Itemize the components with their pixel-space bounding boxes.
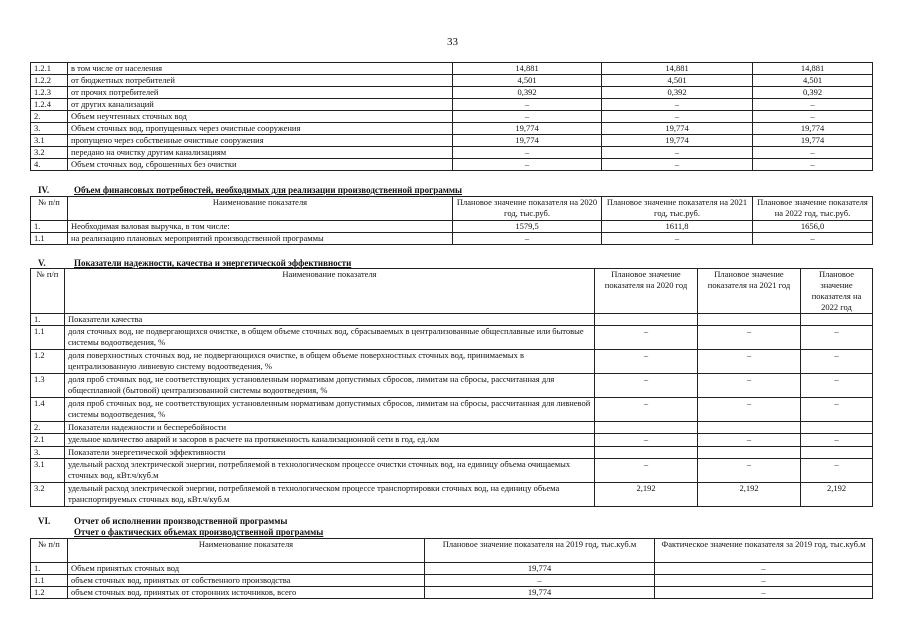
cell-v2022: – [753,111,873,123]
cell-name: удельное количество аварий и засоров в расчете на протяженность канализационной сети в год, ед./км [65,434,595,447]
table-row [31,326,873,350]
table-row [31,563,873,575]
cell-v2022: – [801,434,873,447]
header-name: Наименование показателя [65,269,595,314]
cell-name: удельный расход электрической энергии, потребляемой в технологическом процессе транспортировки сточных вод, на единицу объема транспортируемых сточных вод, кВт.ч/куб.м [65,483,595,507]
cell-v2022: – [753,99,873,111]
cell-v2022: – [801,350,873,374]
cell-v2021 [698,422,801,434]
cell-v2020: – [595,374,698,398]
cell-v2021: – [698,326,801,350]
table-row [31,111,873,123]
cell-v2020: 0,392 [453,87,602,99]
cell-v2020: 2,192 [595,483,698,507]
cell-v2020: – [453,147,602,159]
cell-v2022: – [801,326,873,350]
cell-v2020 [595,314,698,326]
header-2022: Плановое значение показателя на 2022 год, тыс.руб. [753,197,873,221]
cell-name: Объем сточных вод, сброшенных без очистки [68,159,453,171]
cell-fact: – [655,575,873,587]
header-2020: Плановое значение показателя на 2020 год [595,269,698,314]
table-row [31,233,873,245]
cell-v2020: – [453,233,602,245]
cell-name: Необходимая валовая выручка, в том числе: [68,221,453,233]
cell-num: 3. [31,447,65,459]
cell-v2022: – [801,374,873,398]
section-title: Объем финансовых потребностей, необходимых для реализации производственной программы [74,185,463,195]
cell-num: 1.2.4 [31,99,68,111]
cell-name: передано на очистку другим канализациям [68,147,453,159]
cell-v2022: 14,881 [753,63,873,75]
cell-v2021: – [698,434,801,447]
table-row [31,575,873,587]
section-4-heading [38,185,462,195]
cell-num: 2. [31,422,65,434]
cell-name: от других канализаций [68,99,453,111]
cell-v2022: – [801,398,873,422]
cell-name: Показатели энергетической эффективности [65,447,595,459]
cell-fact: – [655,563,873,575]
cell-num: 3. [31,123,68,135]
cell-v2020: – [595,434,698,447]
cell-name: в том числе от населения [68,63,453,75]
cell-num: 1.1 [31,233,68,245]
cell-v2020 [595,422,698,434]
section-title: Показатели надежности, качества и энергетической эффективности [74,258,352,268]
cell-name: Объем неучтенных сточных вод [68,111,453,123]
table-row [31,483,873,507]
section-subtitle: Отчет о фактических объемах производственной программы [74,527,324,537]
section-title: Отчет об исполнении производственной программы [74,516,288,526]
cell-v2020: – [595,326,698,350]
table-row [31,63,873,75]
cell-name: удельный расход электрической энергии, потребляемой в технологическом процессе очистки сточных вод, на единицу объема очищаемых сточных вод, кВт.ч/куб.м [65,459,595,483]
header-2022: Плановое значение показателя на 2022 год [801,269,873,314]
cell-v2021: – [602,99,753,111]
cell-v2022: – [753,159,873,171]
cell-v2020: – [595,398,698,422]
cell-v2021: – [698,374,801,398]
cell-v2022: 19,774 [753,123,873,135]
header-2021: Плановое значение показателя на 2021 год [698,269,801,314]
cell-v2020: 1579,5 [453,221,602,233]
cell-v2020: – [453,159,602,171]
table-row [31,422,873,434]
cell-fact: – [655,587,873,599]
table-row [31,221,873,233]
cell-v2021 [698,314,801,326]
header-num: № п/п [31,269,65,314]
table-row [31,350,873,374]
cell-v2022: 2,192 [801,483,873,507]
cell-v2021: – [698,459,801,483]
actual-volumes-table [30,538,873,599]
cell-num: 3.1 [31,135,68,147]
cell-v2021: 4,501 [602,75,753,87]
table-row [31,159,873,171]
cell-v2021: – [602,147,753,159]
table-row [31,459,873,483]
cell-v2021: – [602,111,753,123]
cell-v2021: 19,774 [602,135,753,147]
cell-v2020: 19,774 [453,123,602,135]
table-row [31,587,873,599]
cell-num: 3.1 [31,459,65,483]
volume-table [30,62,873,171]
cell-num: 3.2 [31,147,68,159]
cell-plan: 19,774 [425,587,655,599]
table-row [31,99,873,111]
cell-v2021 [698,447,801,459]
cell-name: Объем принятых сточных вод [68,563,425,575]
header-name: Наименование показателя [68,197,453,221]
cell-plan: – [425,575,655,587]
cell-num: 1.1 [31,575,68,587]
section-5-heading [38,258,351,268]
cell-num: 3.2 [31,483,65,507]
cell-name: Показатели надежности и бесперебойности [65,422,595,434]
table-row [31,314,873,326]
cell-v2022: – [753,233,873,245]
cell-v2020: 4,501 [453,75,602,87]
section-6-heading [38,516,287,526]
header-num: № п/п [31,539,68,563]
header-name: Наименование показателя [68,539,425,563]
table-row [31,447,873,459]
header-fact: Фактическое значение показателя за 2019 год, тыс.куб.м [655,539,873,563]
cell-v2022: 4,501 [753,75,873,87]
financial-needs-table [30,196,873,245]
cell-name: Объем сточных вод, пропущенных через очистные сооружения [68,123,453,135]
cell-num: 1.4 [31,398,65,422]
cell-name: от прочих потребителей [68,87,453,99]
cell-name: доля поверхностных сточных вод, не подвергающихся очистке, в общем объеме поверхностных сточных вод, принимаемых в централизованную ливневую систему водоотведения, % [65,350,595,374]
cell-v2020: – [595,350,698,374]
cell-name: объем сточных вод, принятых от сторонних источников, всего [68,587,425,599]
cell-v2022: 19,774 [753,135,873,147]
section-number: IV. [38,185,50,195]
section-number: VI. [38,516,51,526]
cell-num: 1.1 [31,326,65,350]
header-num: № п/п [31,197,68,221]
table-row [31,135,873,147]
cell-num: 1. [31,314,65,326]
cell-num: 1. [31,563,68,575]
cell-name: доля проб сточных вод, не соответствующих установленным нормативам допустимых сбросов, лимитам на сбросы, рассчитанная для общесплавной (бытовой) централизованной системы водоотведения, % [65,374,595,398]
cell-v2020: – [453,111,602,123]
header-plan: Плановое значение показателя на 2019 год, тыс.куб.м [425,539,655,563]
cell-num: 1.2.3 [31,87,68,99]
cell-name: доля проб сточных вод, не соответствующих установленным нормативам допустимых сбросов, лимитам на сбросы, рассчитанная для ливневой системы водоотведения, % [65,398,595,422]
table-row [31,374,873,398]
table-row [31,398,873,422]
cell-v2021: 2,192 [698,483,801,507]
cell-name: объем сточных вод, принятых от собственного производства [68,575,425,587]
cell-v2021: 0,392 [602,87,753,99]
cell-name: на реализацию плановых мероприятий производственной программы [68,233,453,245]
cell-v2020: – [453,99,602,111]
cell-name: доля сточных вод, не подвергающихся очистке, в общем объеме сточных вод, сбрасываемых в централизованные общесплавные или бытовые системы водоотведения, % [65,326,595,350]
table-row [31,87,873,99]
cell-name: Показатели качества [65,314,595,326]
cell-v2021: – [602,233,753,245]
header-2021: Плановое значение показателя на 2021 год, тыс.руб. [602,197,753,221]
cell-v2020: 14,881 [453,63,602,75]
cell-num: 2.1 [31,434,65,447]
cell-num: 1.2 [31,587,68,599]
cell-v2020: 19,774 [453,135,602,147]
cell-plan: 19,774 [425,563,655,575]
cell-name: от бюджетных потребителей [68,75,453,87]
cell-v2022: – [801,459,873,483]
cell-num: 1.2.2 [31,75,68,87]
cell-v2021: – [698,350,801,374]
section-number: V. [38,258,46,268]
table-row [31,147,873,159]
cell-num: 1.3 [31,374,65,398]
page-number: 33 [447,36,458,48]
cell-v2022: 0,392 [753,87,873,99]
reliability-table [30,268,873,507]
cell-num: 1. [31,221,68,233]
table-row [31,123,873,135]
table-row [31,434,873,447]
cell-v2022: – [753,147,873,159]
cell-v2022: 1656,0 [753,221,873,233]
cell-name: пропущено через собственные очистные сооружения [68,135,453,147]
cell-v2021: 1611,8 [602,221,753,233]
cell-num: 2. [31,111,68,123]
cell-v2020: – [595,459,698,483]
cell-num: 4. [31,159,68,171]
header-2020: Плановое значение показателя на 2020 год, тыс.руб. [453,197,602,221]
cell-v2021: 14,881 [602,63,753,75]
cell-num: 1.2 [31,350,65,374]
cell-num: 1.2.1 [31,63,68,75]
cell-v2021: – [698,398,801,422]
cell-v2020 [595,447,698,459]
cell-v2021: – [602,159,753,171]
table-row [31,75,873,87]
section-6-subtitle [74,527,323,537]
cell-v2022 [801,314,873,326]
cell-v2022 [801,447,873,459]
cell-v2022 [801,422,873,434]
cell-v2021: 19,774 [602,123,753,135]
